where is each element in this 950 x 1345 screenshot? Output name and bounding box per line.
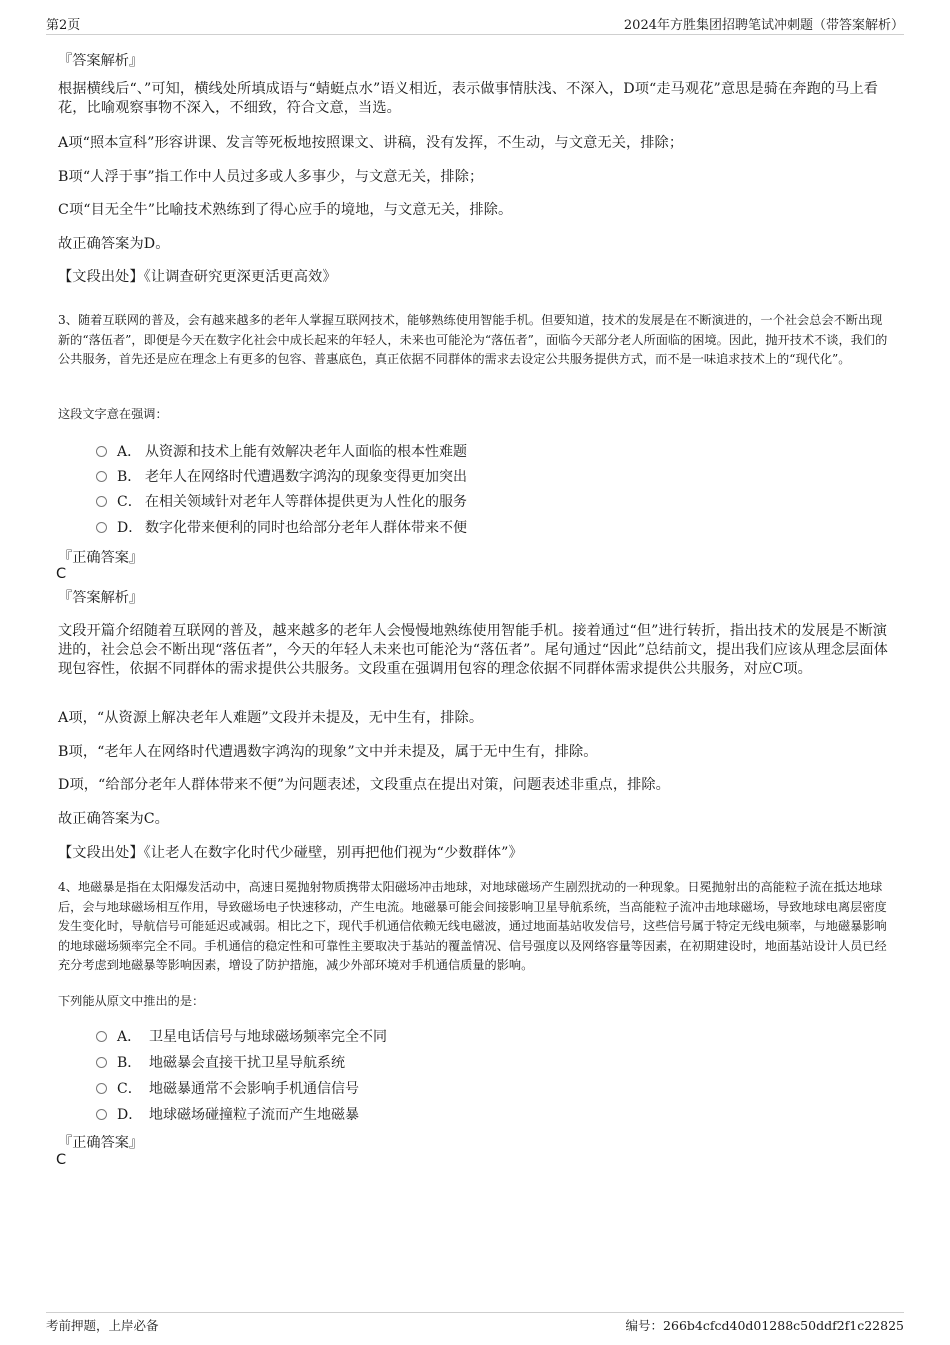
- q4-question: 下列能从原文中推出的是：: [58, 994, 205, 1008]
- q3-option-d[interactable]: D． 数字化带来便利的同时也给部分老年人群体带来不便: [96, 518, 467, 538]
- q3-analysis-label: 『答案解析』: [58, 590, 144, 606]
- q2-analysis-paragraph: 根据横线后“、”可知，横线处所填成语与“蜻蜓点水”语义相近，表示做事情肤浅、不深入，D项“走马观花”意思是骑在奔跑的马上看花，比喻观察事物不深入，不细致，符合文意，当选。: [58, 81, 879, 116]
- q4-correct-label: 『正确答案』: [58, 1135, 144, 1151]
- q4-option-c[interactable]: C． 地磁暴通常不会影响手机通信信号: [96, 1079, 359, 1099]
- q2-conclusion: 故正确答案为D。: [58, 236, 170, 252]
- q4-correct-answer: C: [56, 1152, 67, 1168]
- page-footer: [46, 1312, 904, 1335]
- radio-icon[interactable]: [96, 446, 107, 457]
- radio-icon[interactable]: [96, 522, 107, 533]
- document-code: 编号：266b4cfcd40d01288c50ddf2f1c22825: [625, 1318, 904, 1333]
- q4-option-d[interactable]: D． 地球磁场碰撞粒子流而产生地磁暴: [96, 1105, 359, 1125]
- q3-analysis-option-a: A项，“从资源上解决老年人难题”文段并未提及，无中生有，排除。: [58, 710, 484, 726]
- q3-analysis-paragraph: 文段开篇介绍随着互联网的普及，越来越多的老年人会慢慢地熟练使用智能手机。接着通过“但”进行转折，指出技术的发展是不断演进的，社会总会不断出现“落伍者”，今天的年轻人未来也可能沦为“落伍者”。尾句通过“因此”总结前文，提出我们应该从理念层面体现包容性，依据不同群体的需求提供公共服务。文段重在强调用包容的理念依据不同群体需求提供公共服务，对应C项。: [58, 623, 888, 677]
- radio-icon[interactable]: [96, 496, 107, 507]
- q2-analysis-label: 『答案解析』: [58, 53, 144, 69]
- footer-slogan: 考前押题，上岸必备: [46, 1318, 159, 1333]
- q2-analysis-option-b: B项“人浮于事”指工作中人员过多或人多事少，与文意无关，排除；: [58, 169, 484, 185]
- q3-option-a[interactable]: A． 从资源和技术上能有效解决老年人面临的根本性难题: [96, 442, 467, 462]
- q3-conclusion: 故正确答案为C。: [58, 811, 169, 827]
- q3-option-c[interactable]: C． 在相关领域针对老年人等群体提供更为人性化的服务: [96, 492, 467, 512]
- q3-analysis-option-b: B项，“老年人在网络时代遭遇数字鸿沟的现象”文中并未提及，属于无中生有，排除。: [58, 744, 598, 760]
- q3-correct-answer: C: [56, 566, 67, 582]
- q4-option-a[interactable]: A． 卫星电话信号与地球磁场频率完全不同: [96, 1027, 387, 1047]
- q4-stem: 4、地磁暴是指在太阳爆发活动中，高速日冕抛射物质携带太阳磁场冲击地球，对地球磁场产生剧烈扰动的一种现象。日冕抛射出的高能粒子流在抵达地球后，会与地球磁场相互作用，导致磁场电子快速移动，产生电流。地磁暴可能会间接影响卫星导航系统，当高能粒子流冲击地球磁场，导致地球电离层密度发生变化时，导航信号可能延迟或减弱。相比之下，现代手机通信依赖无线电磁波，通过地面基站收发信号，这些信号属于特定无线电频率，与地磁暴影响的地球磁场频率完全不同。手机通信的稳定性和可靠性主要取决于基站的覆盖情况、信号强度以及网络容量等因素，在初期建设时，地面基站设计人员已经充分考虑到地磁暴等影响因素，增设了防护措施，减少外部环境对手机通信质量的影响。: [58, 880, 887, 972]
- q3-question: 这段文字意在强调：: [58, 407, 168, 421]
- q2-source: 【文段出处】《让调查研究更深更活更高效》: [58, 269, 337, 285]
- q3-analysis-option-d: D项，“给部分老年人群体带来不便”为问题表述，文段重点在提出对策，问题表述非重点，排除。: [58, 777, 670, 793]
- radio-icon[interactable]: [96, 471, 107, 482]
- q3-option-b[interactable]: B． 老年人在网络时代遭遇数字鸿沟的现象变得更加突出: [96, 467, 467, 487]
- q3-stem: 3、随着互联网的普及，会有越来越多的老年人掌握互联网技术，能够熟练使用智能手机。但要知道，技术的发展是在不断演进的，一个社会总会不断出现新的“落伍者”，即便是今天在数字化社会中成长起来的年轻人，未来也可能沦为“落伍者”，面临今天部分老人所面临的困境。因此，抛开技术不谈，我们的公共服务，首先还是应在理念上有更多的包容、普惠底色，真正依据不同群体的需求去设定公共服务提供方式，而不是一味追求技术上的“现代化”。: [58, 313, 888, 366]
- q4-option-b[interactable]: B． 地磁暴会直接干扰卫星导航系统: [96, 1053, 345, 1073]
- radio-icon[interactable]: [96, 1057, 107, 1068]
- q2-analysis-option-a: A项“照本宣科”形容讲课、发言等死板地按照课文、讲稿，没有发挥，不生动，与文意无关，排除；: [58, 135, 684, 151]
- q3-correct-label: 『正确答案』: [58, 550, 144, 566]
- page-number: 第2页: [46, 18, 81, 33]
- q3-source: 【文段出处】《让老人在数字化时代少碰壁，别再把他们视为“少数群体”》: [58, 845, 523, 861]
- radio-icon[interactable]: [96, 1109, 107, 1120]
- q2-analysis-option-c: C项“目无全牛”比喻技术熟练到了得心应手的境地，与文意无关，排除。: [58, 202, 513, 218]
- page-header: [46, 14, 904, 35]
- radio-icon[interactable]: [96, 1031, 107, 1042]
- document-title: 2024年方胜集团招聘笔试冲刺题（带答案解析）: [623, 18, 904, 33]
- radio-icon[interactable]: [96, 1083, 107, 1094]
